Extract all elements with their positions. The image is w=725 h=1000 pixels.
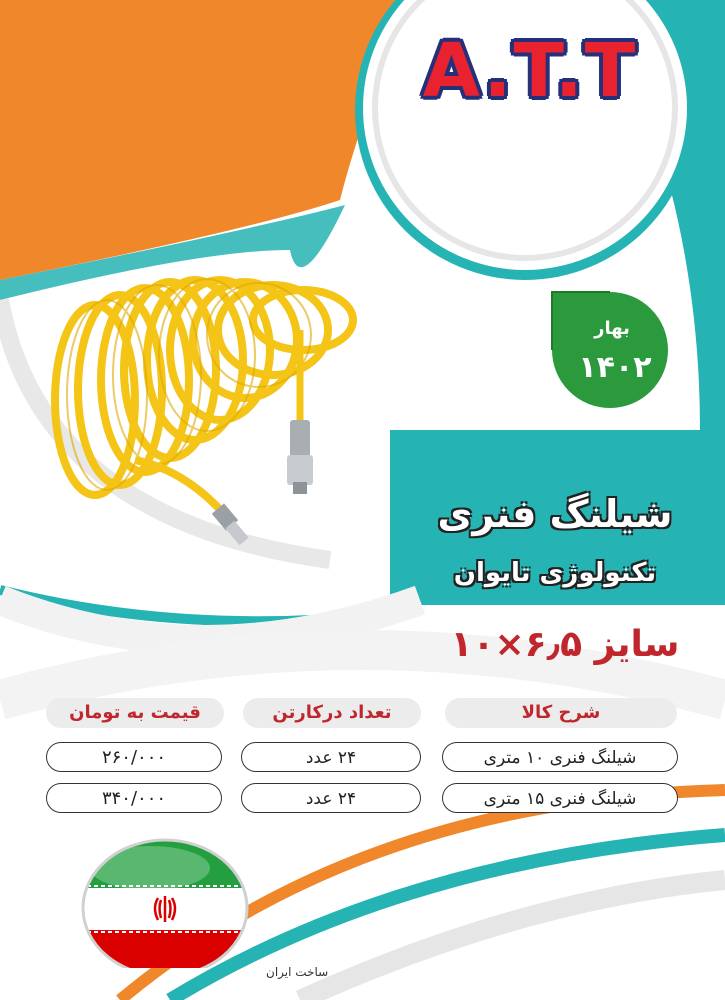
brand-logo: A.T.T: [422, 28, 638, 114]
season-year: ۱۴۰۲: [578, 350, 652, 385]
made-in-label: ساخت ایران: [266, 965, 329, 979]
header-price: قیمت به تومان: [46, 698, 224, 728]
row2-price: ۳۴۰/۰۰۰: [46, 783, 222, 813]
spiral-hose-image: [35, 270, 365, 560]
product-subtitle: تکنولوژی تایوان: [453, 558, 657, 588]
row2-count: ۲۴ عدد: [241, 783, 421, 813]
iran-flag-icon: [80, 838, 250, 968]
row1-description: شیلنگ فنری ۱۰ متری: [442, 742, 678, 772]
season-label: بهار: [594, 318, 630, 339]
header-description: شرح کالا: [445, 698, 677, 728]
product-title: شیلنگ فنری: [437, 492, 673, 536]
row2-description: شیلنگ فنری ۱۵ متری: [442, 783, 678, 813]
row1-count: ۲۴ عدد: [241, 742, 421, 772]
row1-price: ۲۶۰/۰۰۰: [46, 742, 222, 772]
product-size: سایز ۶٫۵×۱۰: [450, 624, 680, 665]
header-count: تعداد درکارتن: [243, 698, 421, 728]
